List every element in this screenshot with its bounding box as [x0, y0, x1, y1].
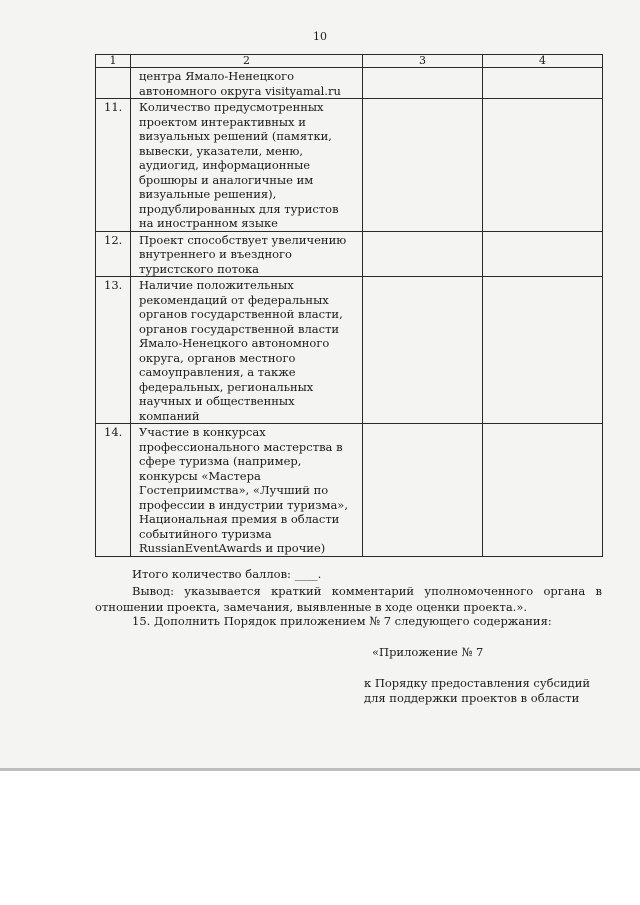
criterion-text-line: брошюры и аналогичные им: [139, 172, 314, 187]
criterion-text-line: центра Ямало-Ненецкого: [139, 69, 295, 83]
row-number: [96, 68, 131, 99]
criterion-text-line: конкурсы «Мастера: [139, 468, 261, 483]
appendix-subtitle-line: к Порядку предоставления субсидий: [364, 676, 591, 690]
criterion-text: [131, 99, 363, 232]
criterion-text-line: Национальная премия в области: [139, 512, 340, 526]
criterion-text-line: визуальных решений (памятки,: [139, 129, 332, 143]
header-cell: 1: [96, 55, 131, 68]
row-number: 14.: [96, 424, 131, 557]
table-row: [96, 99, 603, 232]
criterion-text-line: Участие в конкурсах: [139, 425, 266, 439]
appendix-subtitle-line: для поддержки проектов в области: [364, 691, 580, 705]
criterion-text: [131, 231, 363, 277]
criterion-text-line: на иностранном языке: [139, 216, 278, 230]
header-cell: 3: [363, 55, 483, 68]
criterion-text-line: Ямало-Ненецкого автономного: [139, 336, 330, 350]
criterion-text-line: событийного туризма: [139, 526, 272, 541]
row-number: 12.: [96, 231, 131, 277]
criterion-text-line: компаний: [139, 408, 200, 423]
criterion-text-line: федеральных, региональных: [139, 379, 314, 394]
table-row: [96, 277, 603, 424]
criterion-text-line: Количество предусмотренных: [139, 100, 324, 114]
criterion-text-line: Проект способствует увеличению: [139, 232, 347, 247]
criterion-text-line: Наличие положительных: [139, 278, 294, 292]
page-edge-divider: [0, 768, 640, 771]
criterion-text-line: самоуправления, а также: [139, 365, 296, 379]
criterion-text-line: рекомендаций от федеральных: [139, 292, 329, 307]
criterion-text-line: продублированных для туристов: [139, 201, 339, 216]
table-row: [96, 231, 603, 277]
criterion-text-line: сфере туризма (например,: [139, 454, 302, 468]
criterion-text-line: Гостеприимства», «Лучший по: [139, 483, 329, 497]
table-header-row: [96, 55, 603, 68]
score-cell-col4: [483, 231, 603, 277]
score-cell-col3: [363, 277, 483, 424]
criterion-text-line: органов государственной власти,: [139, 307, 343, 321]
score-cell-col3: [363, 424, 483, 557]
header-cell: 2: [131, 55, 363, 68]
criterion-text-line: проектом интерактивных и: [139, 114, 306, 129]
score-cell-col4: [483, 68, 603, 99]
score-cell-col4: [483, 99, 603, 232]
row-number: 13.: [96, 277, 131, 424]
criterion-text-line: округа, органов местного: [139, 350, 296, 365]
criterion-text-line: внутреннего и въездного: [139, 247, 292, 261]
appendix-title: «Приложение № 7: [372, 645, 484, 659]
criteria-table: [95, 54, 603, 557]
criterion-text-line: вывески, указатели, меню,: [139, 143, 303, 158]
criterion-text: [131, 68, 363, 99]
criterion-text-line: RussianEventAwards и прочие): [139, 541, 326, 555]
score-cell-col3: [363, 68, 483, 99]
criterion-text-line: аудиогид, информационные: [139, 158, 311, 172]
table-row: [96, 68, 603, 99]
criterion-text-line: научных и общественных: [139, 394, 295, 408]
page-number: 10: [313, 30, 327, 43]
criterion-text: [131, 424, 363, 557]
total-score-line: Итого количество баллов: ____.: [132, 567, 322, 581]
criterion-text: [131, 277, 363, 424]
score-cell-col4: [483, 277, 603, 424]
score-cell-col3: [363, 231, 483, 277]
criterion-text-line: туристского потока: [139, 261, 260, 276]
row-number: 11.: [96, 99, 131, 232]
conclusion-paragraph: Вывод: указывается краткий комментарий уполномоченного органа в отношении проекта, замечания, выявленные в ходе оценки проекта.».: [95, 584, 602, 614]
criterion-text-line: профессионального мастерства в: [139, 439, 343, 454]
criterion-text-line: профессии в индустрии туризма»,: [139, 497, 348, 512]
score-cell-col3: [363, 99, 483, 232]
table-row: [96, 424, 603, 557]
amendment-point-15: 15. Дополнить Порядок приложением № 7 следующего содержания:: [132, 614, 552, 628]
header-cell: 4: [483, 55, 603, 68]
criterion-text-line: автономного округа visityamal.ru: [139, 83, 341, 98]
score-cell-col4: [483, 424, 603, 557]
criterion-text-line: органов государственной власти: [139, 321, 340, 336]
criterion-text-line: визуальные решения),: [139, 187, 277, 201]
